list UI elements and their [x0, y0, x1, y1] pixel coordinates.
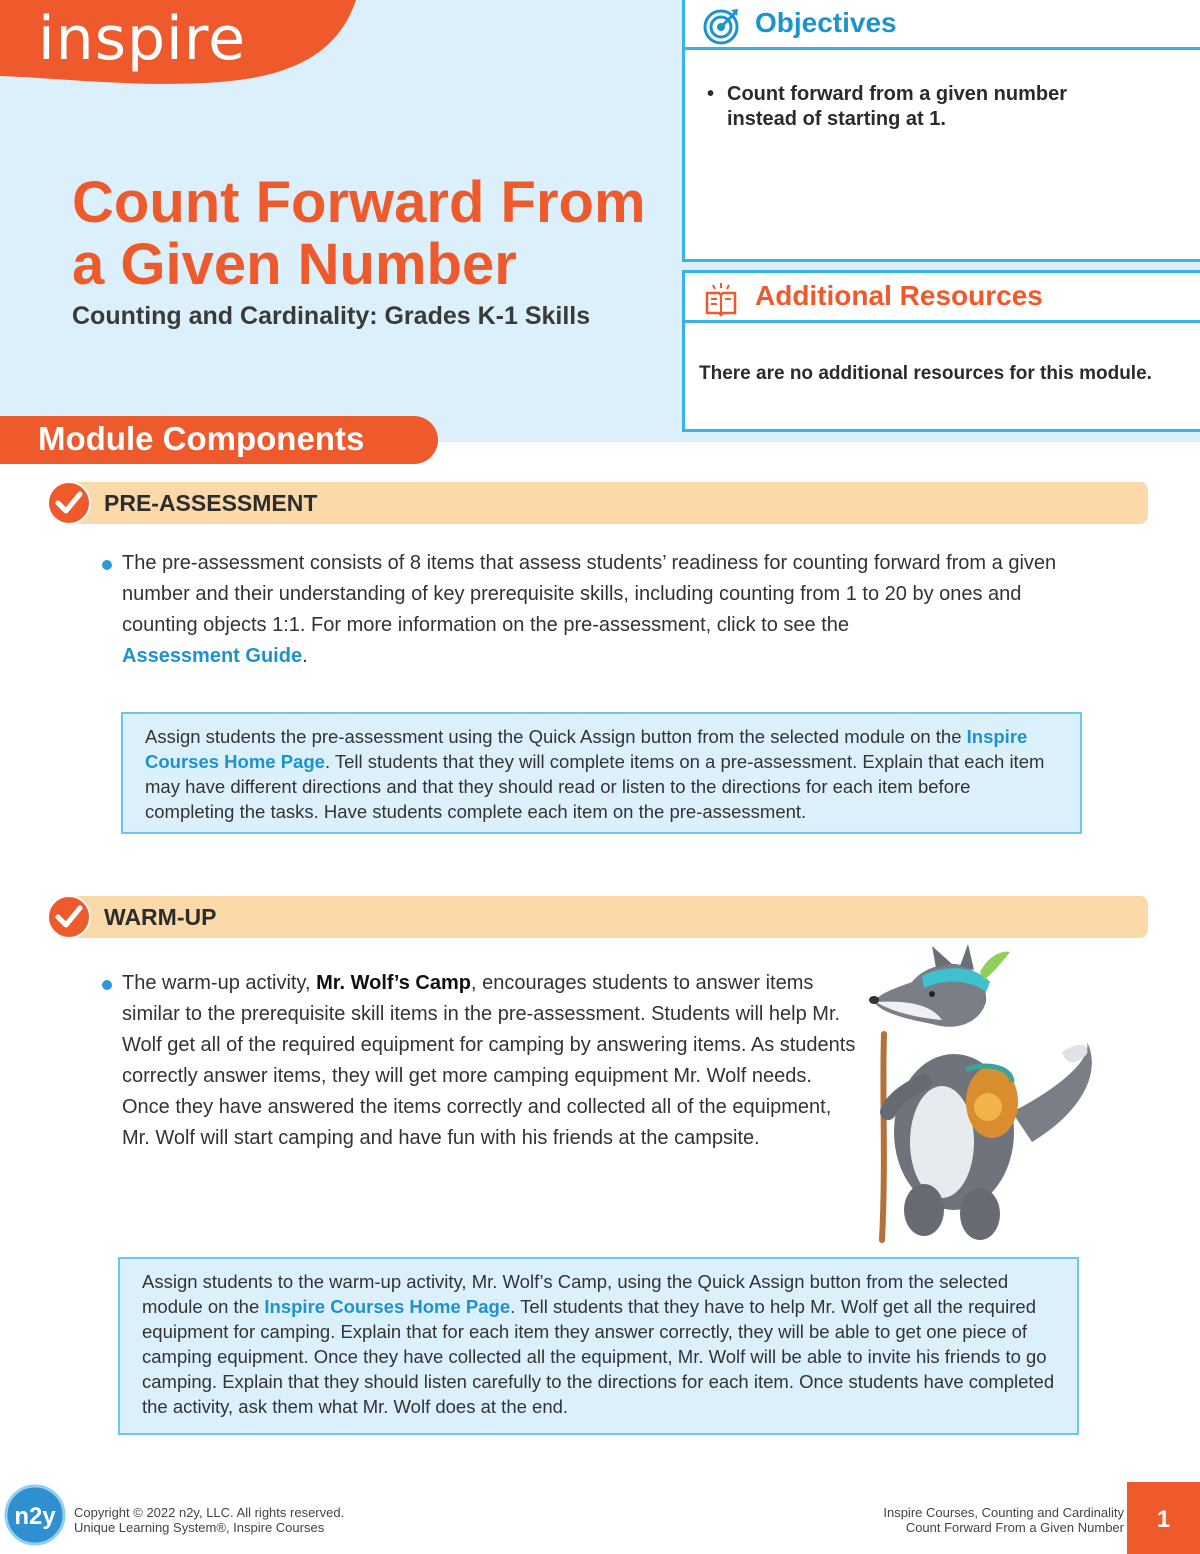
- pre-assessment-heading: PRE-ASSESSMENT: [104, 490, 318, 516]
- module-components-tab: [0, 416, 438, 464]
- period-text: .: [302, 645, 308, 667]
- warm-up-text: , encourages students to answer items similar to the prerequisite skill items in the pre-assessment. Students will help Mr. Wolf get all of the required equipment for camping by answering items. As students correctly answer items, they will get more camping equipment Mr. Wolf needs. Once they have answered the items correctly and collected all of the equipment, Mr. Wolf will start camping and have fun with his friends at the campsite.: [122, 972, 856, 1149]
- pre-assessment-bullet: [102, 548, 1072, 672]
- inspire-logo: inspire: [38, 4, 246, 74]
- resources-header: [685, 273, 1200, 323]
- warm-up-note: [118, 1257, 1079, 1435]
- page-number: 1: [1156, 1506, 1171, 1533]
- activity-name: Mr. Wolf’s Camp: [316, 972, 471, 994]
- resources-text: There are no additional resources for this module.: [699, 363, 1152, 384]
- pre-assessment-bar: [70, 482, 1148, 524]
- objective-text: Count forward from a given number instead of starting at 1.: [727, 83, 1068, 130]
- objectives-panel: [682, 0, 1200, 262]
- checkmark-icon: [46, 894, 92, 940]
- pre-assessment-text: The pre-assessment consists of 8 items that assess students’ readiness for counting forward from a given number and their understanding of key prerequisite skills, including counting from 1 to 20 by ones and counting objects 1:1. For more information on the pre-assessment, click to see the: [122, 552, 1057, 636]
- target-icon: [701, 6, 741, 46]
- resources-panel: [682, 270, 1200, 432]
- n2y-logo: [4, 1484, 66, 1546]
- course-line: Inspire Courses, Counting and Cardinality: [883, 1505, 1124, 1520]
- objective-item: [707, 82, 1107, 132]
- note-text: . Tell students that they will complete items on a pre-assessment. Explain that each item may have different directions and that they should read or listen to the directions for each item before completing the tasks. Have students complete each item on the pre-assessment.: [145, 751, 1045, 822]
- note-text: Assign students the pre-assessment using the Quick Assign button from the selected module on the: [145, 726, 962, 747]
- system-line: Unique Learning System®, Inspire Courses: [74, 1520, 325, 1535]
- assessment-guide-link[interactable]: Assessment Guide: [122, 645, 303, 667]
- n2y-logo-text: n2y: [14, 1503, 56, 1530]
- module-components-label: Module Components: [38, 420, 365, 457]
- footer-course-info: [883, 1505, 1124, 1535]
- footer-copyright: [74, 1505, 344, 1535]
- page-subtitle: Counting and Cardinality: Grades K-1 Skills: [72, 302, 591, 330]
- module-line: Count Forward From a Given Number: [905, 1520, 1124, 1535]
- book-icon: [701, 279, 741, 319]
- bullet-icon: [102, 980, 112, 990]
- page-number-badge: [1127, 1482, 1200, 1554]
- warm-up-bar: [70, 896, 1148, 938]
- home-page-link[interactable]: Inspire Courses Home Page: [145, 726, 1028, 772]
- pre-assessment-note: [121, 712, 1082, 834]
- warm-up-text: The warm-up activity,: [122, 972, 311, 994]
- objectives-heading: Objectives: [755, 7, 897, 38]
- bullet-icon: [102, 560, 112, 570]
- note-text: Assign students to the warm-up activity, Mr. Wolf’s Camp, using the Quick Assign button from the selected module on the: [142, 1271, 1009, 1317]
- wolf-illustration: [862, 942, 1098, 1246]
- warm-up-heading: WARM-UP: [104, 904, 217, 930]
- page-title: Count Forward From a Given Number: [72, 170, 646, 297]
- resources-heading: Additional Resources: [755, 280, 1043, 311]
- home-page-link[interactable]: Inspire Courses Home Page: [264, 1296, 511, 1317]
- note-text: . Tell students that they have to help Mr. Wolf get all the required equipment for camping. Explain that for each item they answer correctly, they will be able to get one piece of camping equipment. Once they have collected all the equipment, Mr. Wolf will be able to invite his friends to go camping. Explain that they should listen carefully to the directions for each item. Once students have completed the activity, ask them what Mr. Wolf does at the end.: [142, 1296, 1055, 1417]
- copyright-line: Copyright © 2022 n2y, LLC. All rights reserved.: [74, 1505, 345, 1520]
- checkmark-icon: [46, 480, 92, 526]
- objectives-list: [707, 82, 1107, 132]
- bullet-icon: •: [707, 83, 715, 105]
- warm-up-bullet: [102, 968, 862, 1154]
- objectives-header: [685, 0, 1200, 50]
